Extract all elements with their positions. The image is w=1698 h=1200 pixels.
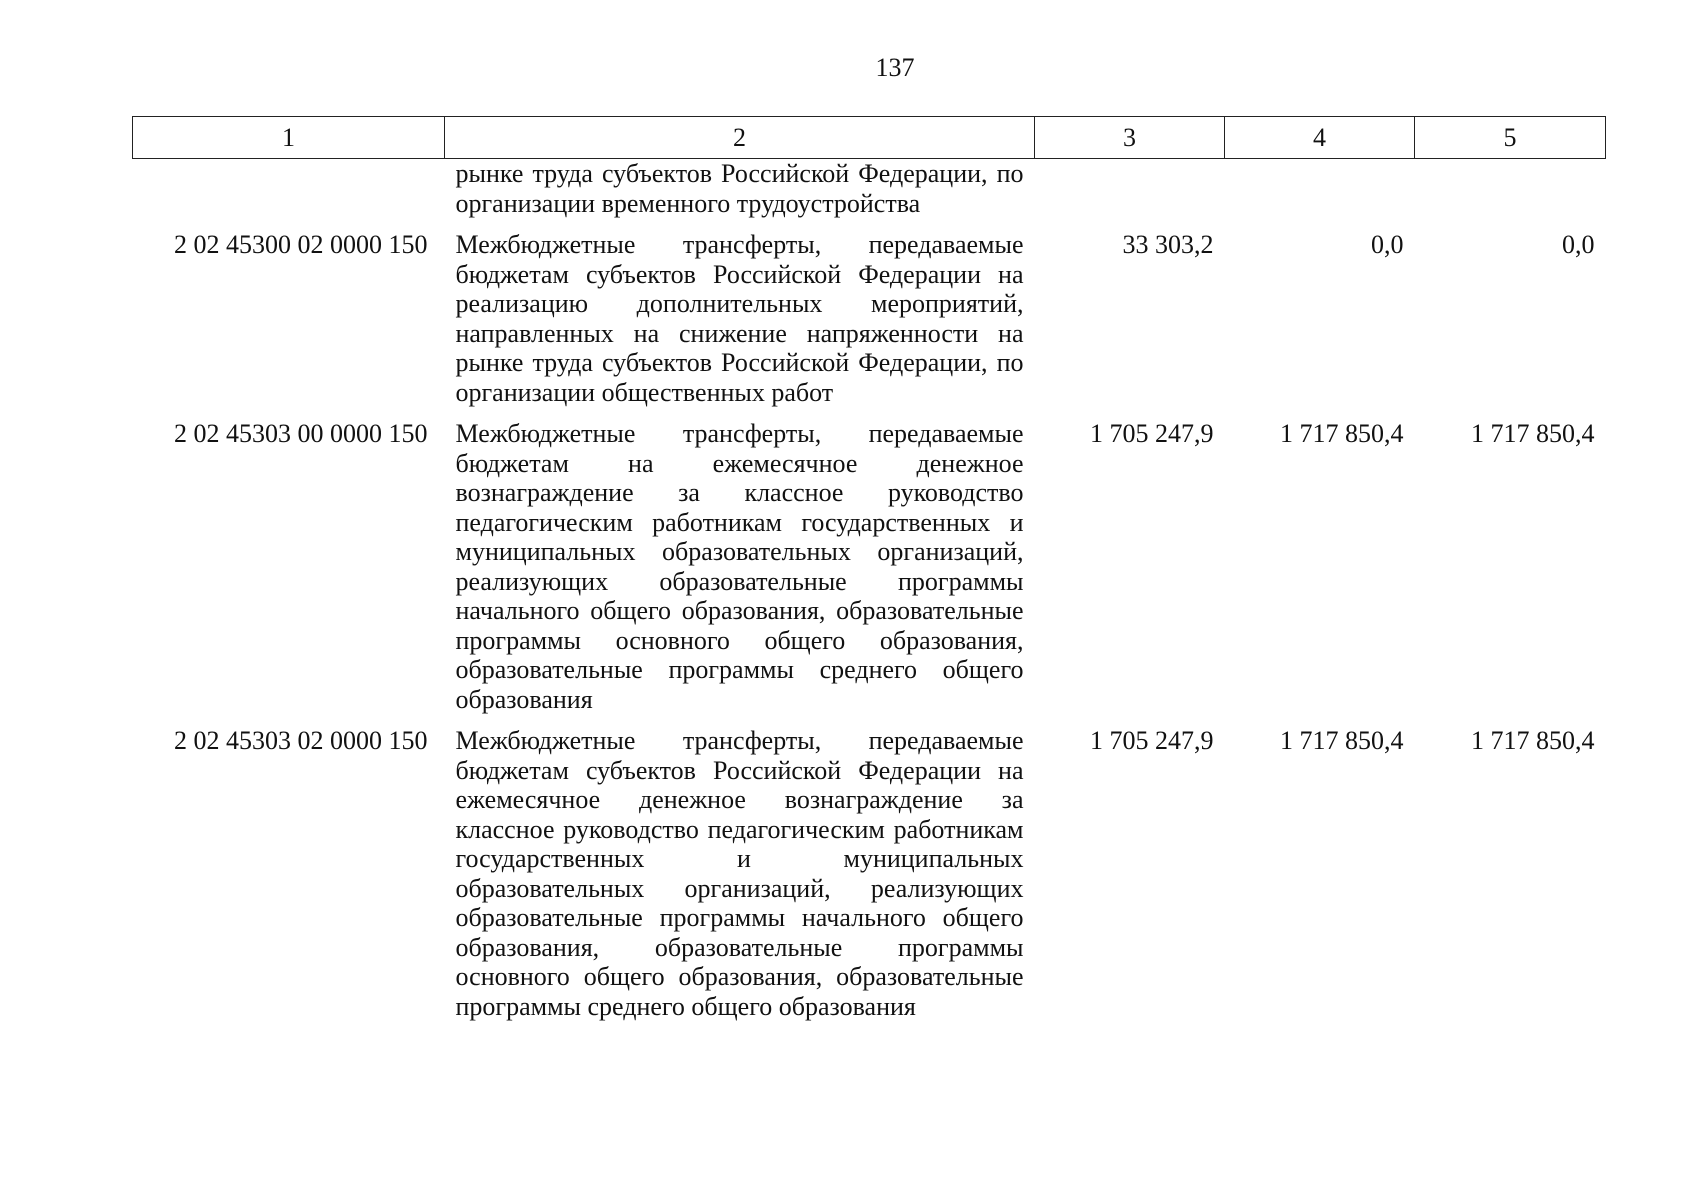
budget-table <box>132 116 1606 1033</box>
budget-code-cell <box>133 159 445 231</box>
value-cell-3 <box>1035 159 1225 231</box>
column-header-5: 5 <box>1415 117 1606 159</box>
column-header-2: 2 <box>445 117 1035 159</box>
table-header-row <box>133 117 1606 159</box>
value-cell-5: 1 717 850,4 <box>1471 419 1595 448</box>
value-cell-4: 1 717 850,4 <box>1280 419 1404 448</box>
description-cell: Межбюджетные трансферты, передаваемые бюджетам субъектов Российской Федерации на ежемесячное денежное вознаграждение за классное руководство педагогическим работникам государственных и муниципальных образовательных организаций, реализующих образовательные программы начального общего образования, образовательные программы основного общего образования, образовательные программы среднего общего образования <box>455 726 1024 1021</box>
budget-code-cell: 2 02 45303 00 0000 150 <box>174 419 428 448</box>
description-cell: Межбюджетные трансферты, передаваемые бюджетам на ежемесячное денежное вознаграждение за классное руководство педагогическим работникам государственных и муниципальных образовательных организаций, реализующих образовательные программы начального общего образования, образовательные программы основного общего образования, образовательные программы среднего общего образования <box>455 419 1024 714</box>
value-cell-5: 1 717 850,4 <box>1471 726 1595 755</box>
description-cell: рынке труда субъектов Российской Федерации, по организации временного трудоустройства <box>455 159 1024 218</box>
value-cell-4: 0,0 <box>1371 230 1404 259</box>
value-cell-3: 1 705 247,9 <box>1090 726 1214 755</box>
page-number: 137 <box>875 53 915 82</box>
value-cell-4 <box>1225 159 1415 231</box>
value-cell-3: 33 303,2 <box>1122 230 1214 259</box>
value-cell-5: 0,0 <box>1562 230 1595 259</box>
budget-code-cell: 2 02 45303 02 0000 150 <box>174 726 428 755</box>
description-cell: Межбюджетные трансферты, передаваемые бюджетам субъектов Российской Федерации на реализацию дополнительных мероприятий, направленных на снижение напряженности на рынке труда субъектов Российской Федерации, по организации общественных работ <box>455 230 1024 407</box>
table-row <box>133 419 1606 726</box>
column-header-3: 3 <box>1035 117 1225 159</box>
value-cell-3: 1 705 247,9 <box>1090 419 1214 448</box>
budget-code-cell: 2 02 45300 02 0000 150 <box>174 230 428 259</box>
table-row <box>133 159 1606 231</box>
table-row <box>133 726 1606 1033</box>
value-cell-4: 1 717 850,4 <box>1280 726 1404 755</box>
value-cell-5 <box>1415 159 1606 231</box>
table-row <box>133 230 1606 419</box>
column-header-1: 1 <box>133 117 445 159</box>
column-header-4: 4 <box>1225 117 1415 159</box>
